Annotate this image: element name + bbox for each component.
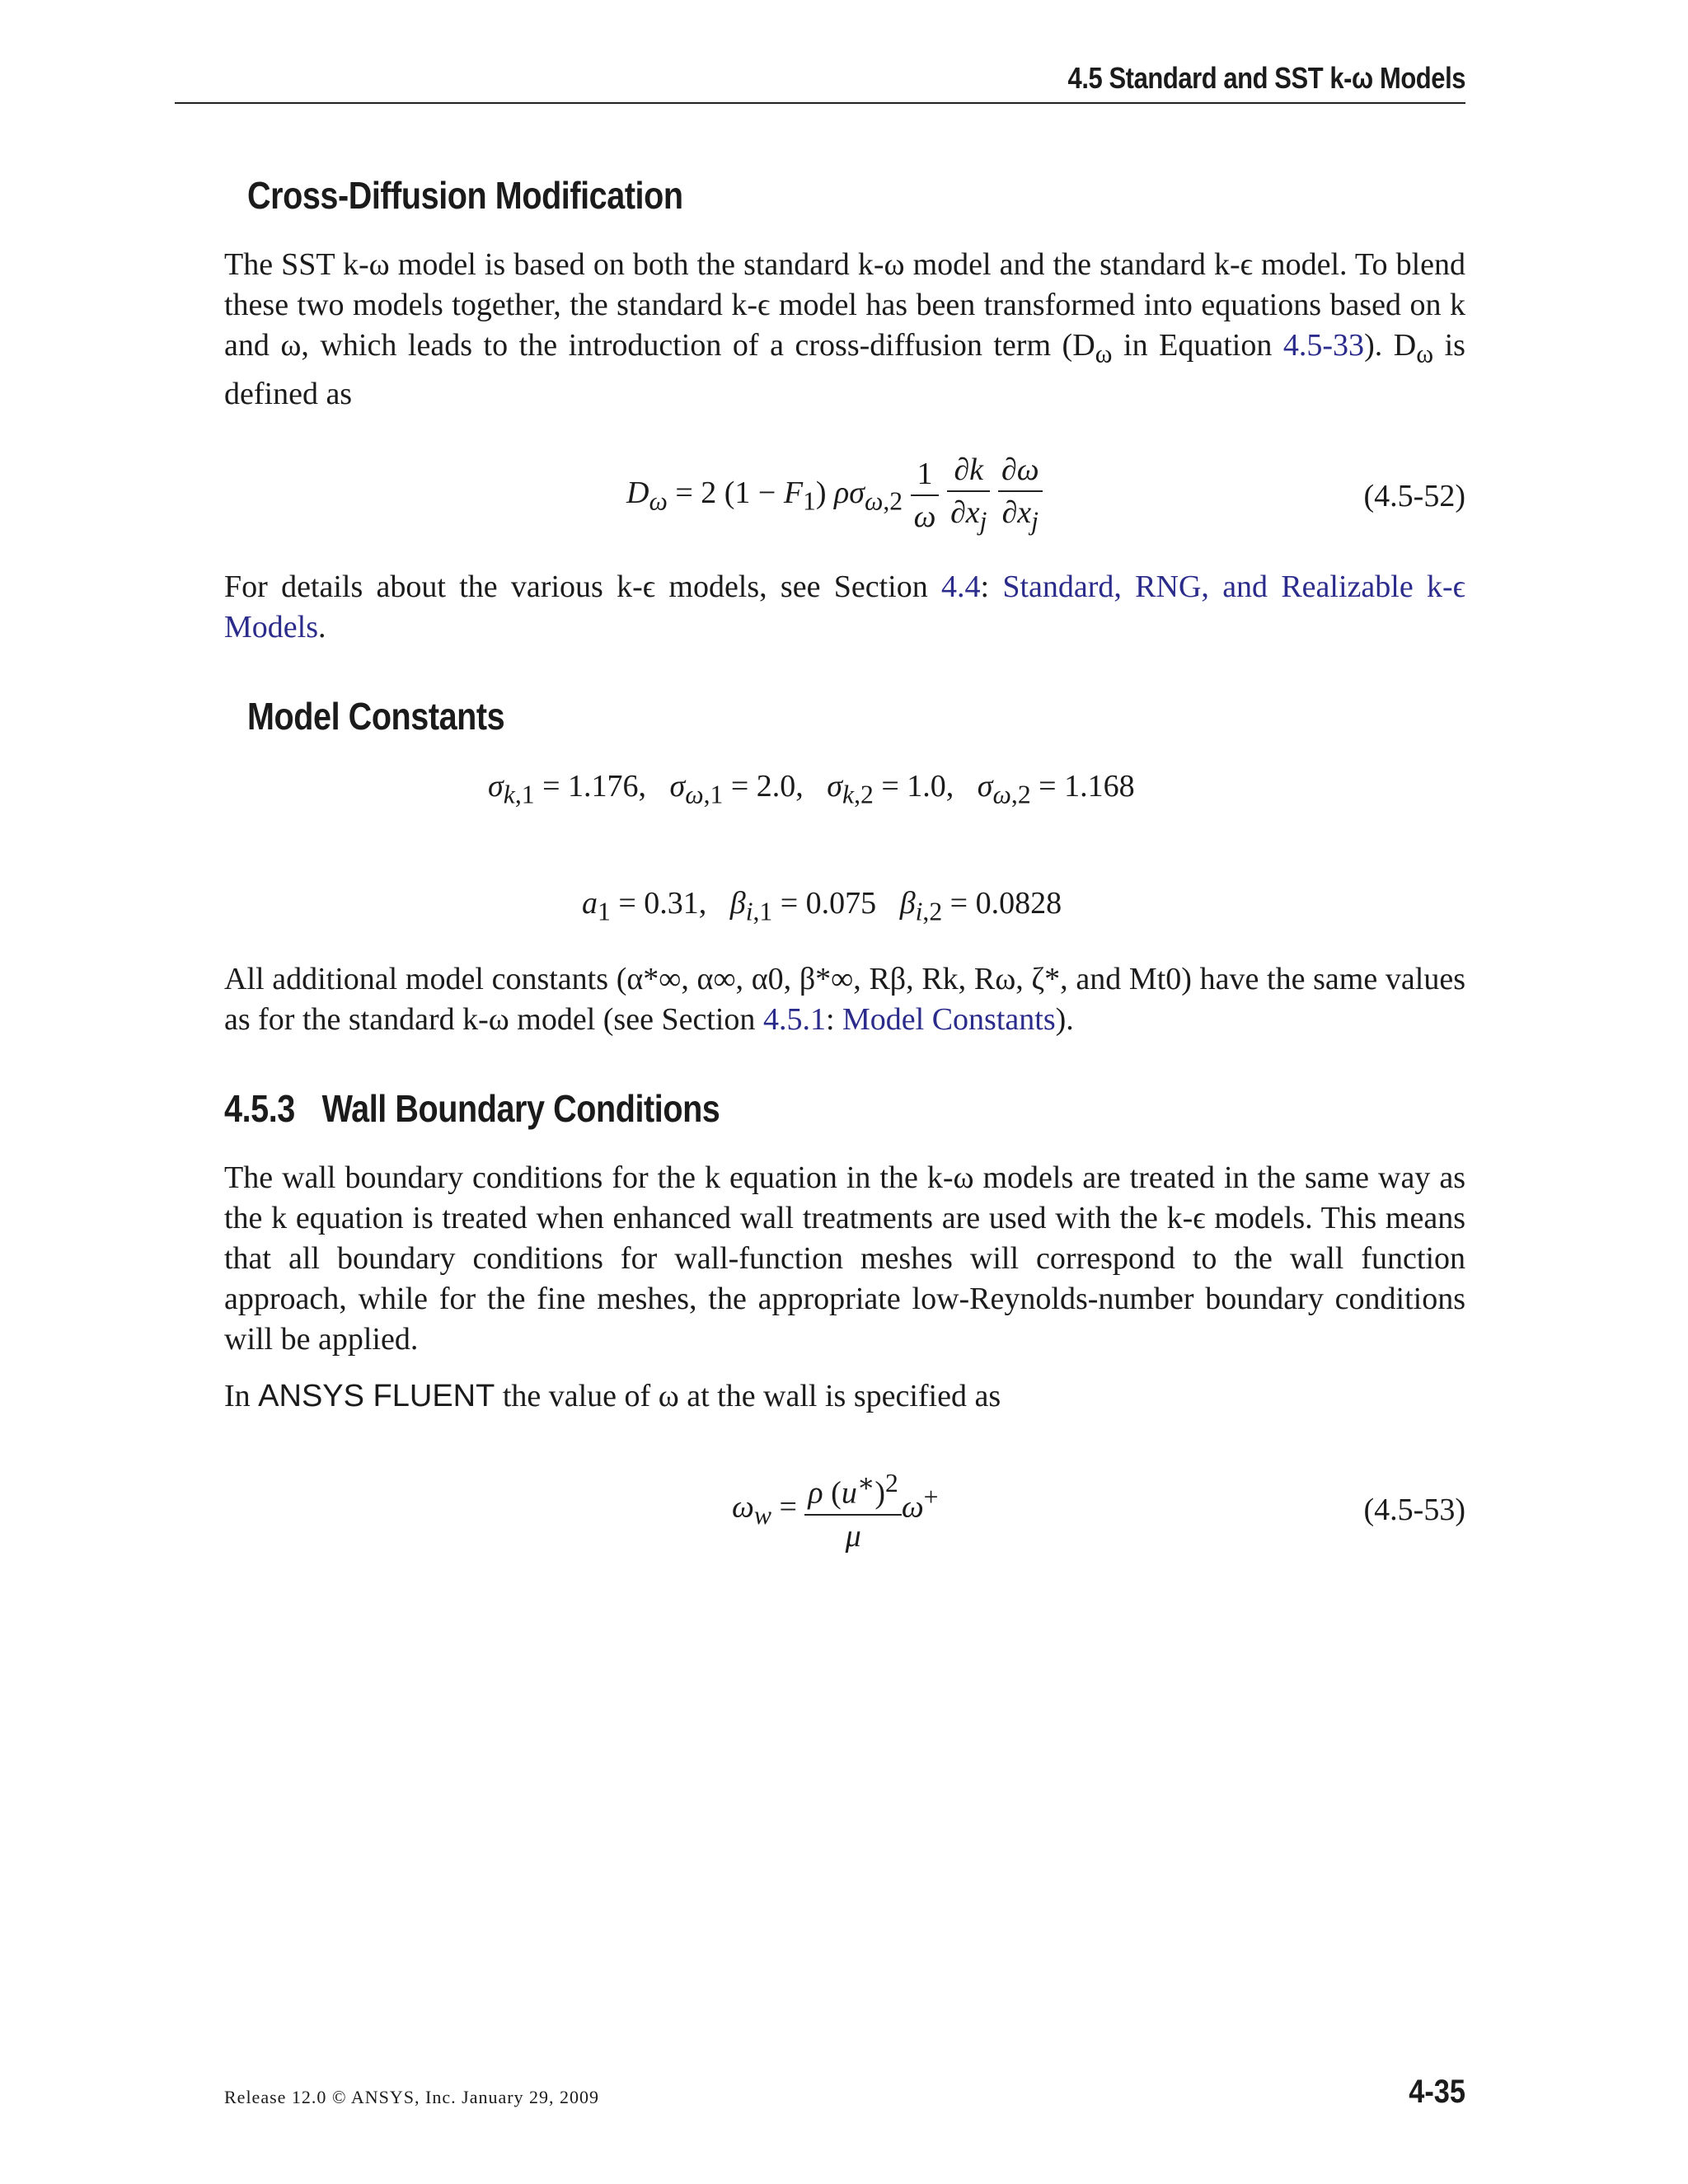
subscript-omega: ω: [1416, 339, 1434, 368]
kepsilon-reference-paragraph: [224, 567, 1465, 648]
section-number: 4.5.3: [224, 1087, 295, 1130]
fluent-suffix: the value of ω at the wall is specified as: [495, 1379, 1001, 1413]
section-title-link[interactable]: Standard, RNG, and Realizable k-ϵ Models: [224, 569, 1465, 644]
additional-constants-paragraph: [224, 959, 1465, 1040]
constants-line-1: $\sigma_{k,1} = 1.176$, $\sigma_{\omega,1} = 2.0$, $\sigma_{k,2} = 1.0$, $\sigma_{\omega,2} = 1.168$: [488, 769, 1135, 809]
equation-ref-link[interactable]: 4.5-33: [1282, 328, 1365, 363]
additional-text: All additional model constants (α*∞, α∞, α0, β*∞, Rβ, Rk, Rω, ζ*, and Mt0) have the same values as for the standard k-ω model (see Section: [224, 962, 1465, 1037]
equation-number: (4.5-53): [1363, 1493, 1465, 1527]
wall-bc-heading: [224, 1086, 720, 1131]
running-title: 4.5 Standard and SST k-ω Models: [1067, 61, 1465, 95]
product-name: ANSYS FLUENT: [258, 1379, 495, 1413]
cross-diffusion-paragraph: [224, 245, 1465, 415]
wall-bc-paragraph: The wall boundary conditions for the k equation in the k-ω models are treated in the same way as the k equation is treated when enhanced wall treatments are used with the k-ϵ models. This means that all boundary conditions for wall-function meshes will correspond to the wall function approach, while for the fine meshes, the appropriate low-Reynolds-number boundary conditions will be applied.: [224, 1160, 1465, 1357]
section-ref-link[interactable]: 4.4: [940, 569, 981, 604]
equation-number: (4.5-52): [1363, 479, 1465, 513]
section-separator: :: [980, 569, 1003, 604]
cross-diffusion-text-a: The SST k-ω model is based on both the standard k-ω model and the standard k-ϵ model. To blend these two models together, the standard k-ϵ model has been transformed into equations based on k and ω, which leads to the introduction of a cross-diffusion term (D: [224, 247, 1465, 363]
cross-diffusion-text-c: ). D: [1364, 328, 1417, 363]
cross-diffusion-text-d: is defined as: [224, 328, 1465, 411]
additional-suffix: ).: [1055, 1002, 1074, 1037]
equation-wall-omega: $\omega_w$ = $\frac{\rho (u^∗)^2}{\mu}$ ω+: [732, 1465, 939, 1554]
model-constants-heading: Model Constants: [247, 695, 505, 738]
section-title: Wall Boundary Conditions: [321, 1087, 720, 1130]
section-ref-link[interactable]: 4.5.1: [762, 1002, 826, 1037]
footer-release: Release 12.0 © ANSYS, Inc. January 29, 2009: [224, 2087, 600, 2107]
kepsilon-suffix: .: [318, 610, 326, 644]
fluent-paragraph: [224, 1376, 1465, 1417]
fluent-prefix: In: [224, 1379, 259, 1413]
equation-cross-diffusion: $D_\omega = 2$ $(1 - F_1)$ $\rho\sigma_{\omega,2}$ $\frac{1}{\omega}$ $\frac{\partial k}{\partial x_j}$ $\frac{\partial\omega}{\partial x_j}$: [626, 452, 1043, 540]
subscript-omega: ω: [1095, 339, 1113, 368]
kepsilon-text: For details about the various k-ϵ models, see Section: [224, 569, 941, 604]
running-header: [175, 59, 1465, 104]
section-separator: :: [825, 1002, 842, 1037]
section-title-link[interactable]: Model Constants: [842, 1002, 1056, 1037]
page-number: 4-35: [1409, 2074, 1465, 2110]
cross-diffusion-text-b: in Equation: [1112, 328, 1283, 363]
cross-diffusion-heading: Cross-Diffusion Modification: [247, 174, 683, 217]
constants-line-2: $a_1 = 0.31$, $\beta_{i,1} = 0.075$ $\beta_{i,2} = 0.0828$: [582, 886, 1062, 926]
